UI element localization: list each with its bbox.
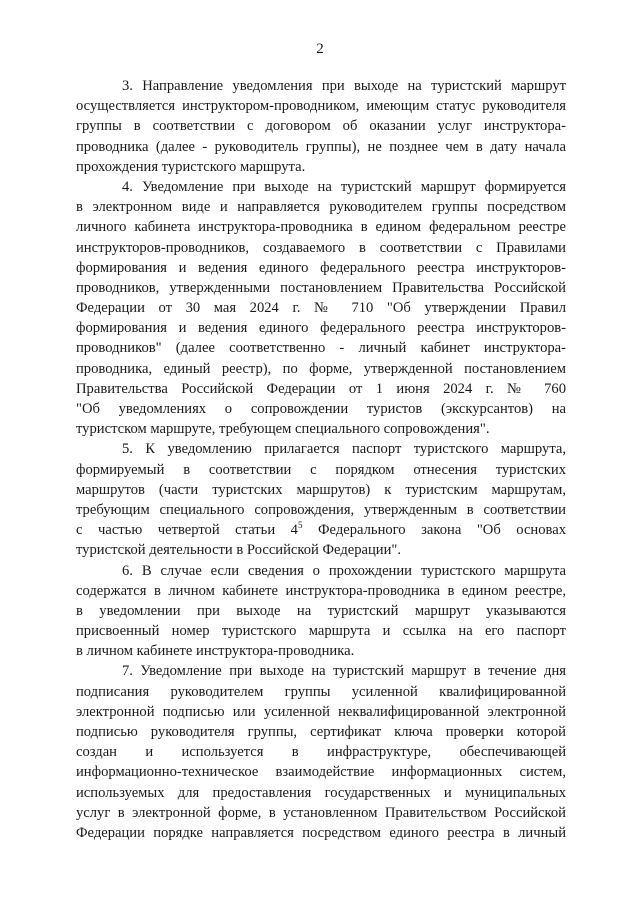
text-line: Федерации от 30 мая 2024 г. № 710 "Об утверждении Правил (76, 300, 566, 317)
text-line: осуществляется инструктором-проводником, имеющим статус руководителя (76, 98, 566, 115)
paragraph-7 (76, 661, 566, 843)
text-line: проводника, единый реестр), по форме, утвержденной постановлением (76, 360, 566, 377)
text-line-with-superscript (76, 520, 566, 540)
text-line: прохождения туристского маршрута. (76, 158, 306, 175)
paragraph-4 (76, 177, 566, 439)
text-line: присвоенный номер туристского маршрута и ссылка на его паспорт (76, 623, 566, 640)
text-line: формирования и ведения единого федерального реестра инструкторов- (76, 259, 566, 276)
text-line: подписью руководителя группы, сертификат ключа проверки которой (76, 724, 566, 740)
text-line: подписания руководителем группы усиленной квалифицированной (76, 683, 566, 700)
text-line: проводников" (далее соответственно - личный кабинет инструктора- (76, 340, 566, 357)
text-line: туристской деятельности в Российской Федерации". (76, 542, 402, 559)
paragraph-5 (76, 439, 566, 560)
text-line: проводников, утвержденными постановлением Правительства Российской (76, 279, 566, 296)
text-line: 4. Уведомление при выходе на туристский маршрут формируется (122, 178, 566, 195)
text-line: 6. В случае если сведения о прохождении туристского маршрута (122, 562, 566, 579)
text-line: 3. Направление уведомления при выходе на туристский маршрут (122, 78, 566, 94)
page-number: 2 (316, 41, 324, 57)
text-line: Правительства Российской Федерации от 1 июня 2024 г. № 760 (76, 380, 566, 397)
text-line: "Об уведомлениях о сопровождении туристов (экскурсантов) на (76, 401, 566, 417)
text-line: формируемый в соответствии с порядком отнесения туристских (76, 461, 566, 478)
text-line: в электронном виде и направляется руководителем группы посредством (76, 199, 566, 216)
text-line: электронной подписью или усиленной неквалифицированной электронной (76, 703, 566, 720)
text-line: в личном кабинете инструктора-проводника. (76, 643, 355, 660)
text-line: информационно-техническое взаимодействие информационных систем, (76, 764, 566, 781)
text-line: инструкторов-проводников, создаваемого в соответствии с Правилами (76, 239, 566, 256)
text-line: используемых для предоставления государственных и муниципальных (76, 784, 566, 801)
text-line: услуг в электронной форме, в установленном Правительством Российской (76, 804, 566, 821)
text-fragment: Федерального закона "Об основах (302, 522, 566, 539)
text-line: туристском маршруте, требующем специального сопровождения". (76, 421, 490, 438)
text-line: маршрутов (части туристских маршрутов) к туристским маршрутам, (76, 481, 566, 498)
text-line: проводника (далее - руководитель группы), не позднее чем в дату начала (76, 138, 566, 155)
text-line: 7. Уведомление при выходе на туристский маршрут в течение дня (122, 663, 566, 680)
superscript: 5 (297, 520, 303, 531)
text-fragment: с частью четвертой статьи 4 (76, 522, 298, 539)
text-line: группы в соответствии с договором об оказании услуг инструктора- (76, 118, 566, 135)
text-line: содержатся в личном кабинете инструктора-проводника в едином реестре, (76, 582, 566, 599)
paragraph-6 (76, 561, 566, 662)
text-line: формирования и ведения единого федерального реестра инструкторов- (76, 320, 566, 337)
text-line: Федерации порядке направляется посредством единого реестра в личный (76, 824, 566, 841)
text-line: 5. К уведомлению прилагается паспорт туристского маршрута, (122, 441, 566, 458)
text-line: создан и используется в инфраструктуре, обеспечивающей (76, 744, 566, 761)
text-line: личного кабинета инструктора-проводника в едином федеральном реестре (76, 219, 566, 236)
text-line: требующим специального сопровождения, утвержденным в соответствии (76, 501, 566, 518)
text-line: в уведомлении при выходе на туристский маршрут указываются (76, 602, 566, 619)
paragraph-3 (76, 76, 566, 177)
document-body (76, 76, 566, 843)
